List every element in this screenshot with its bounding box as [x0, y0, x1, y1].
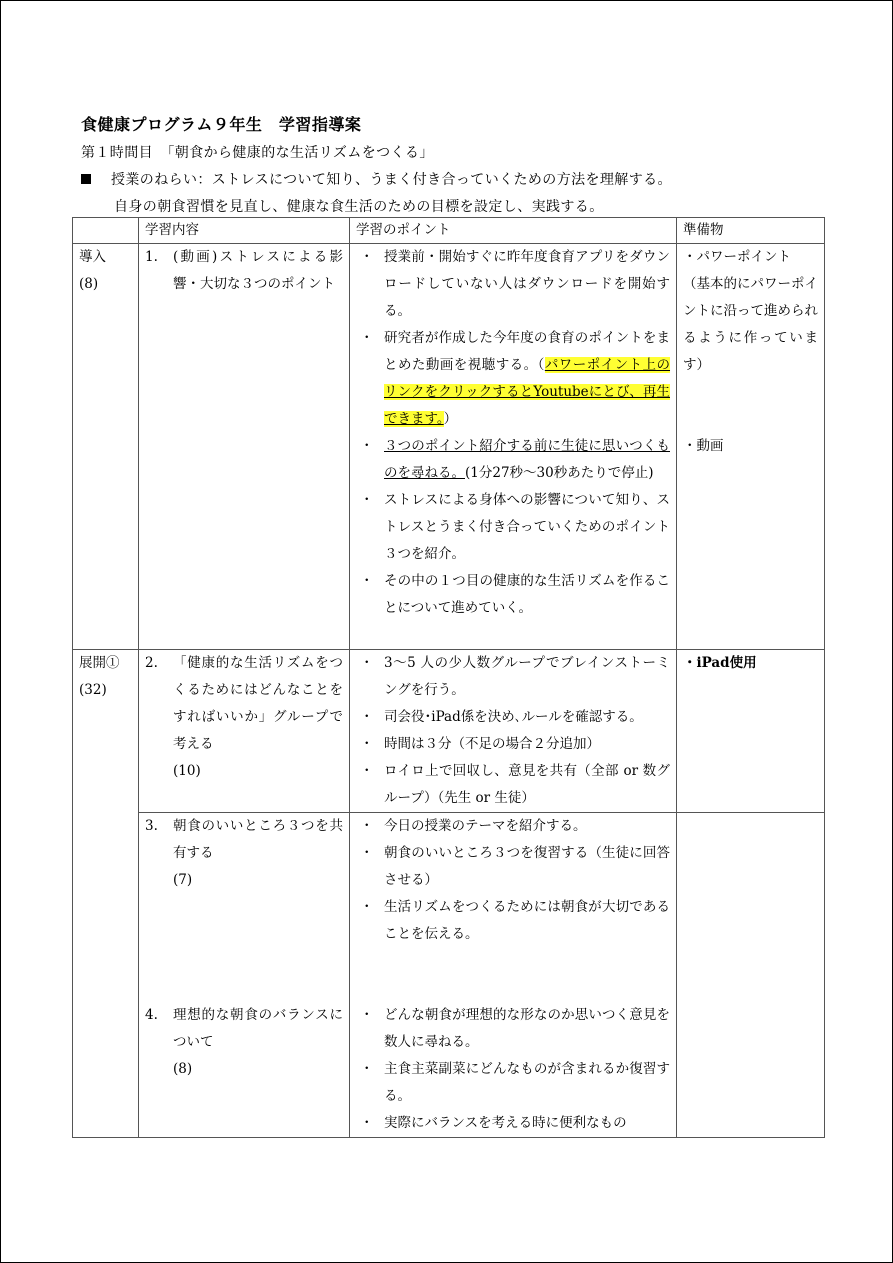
material-item: ・動画 — [683, 438, 724, 454]
points-cell-intro — [350, 244, 677, 650]
bullet-icon: ・ — [360, 249, 374, 265]
bullet-icon: ・ — [360, 709, 374, 725]
points-list — [356, 650, 670, 812]
bullet-icon: ・ — [360, 1115, 374, 1131]
list-item: ・ 司会役･iPad係を決め､ルールを確認する。 — [356, 704, 670, 731]
list-item: ・ 主食主菜副菜にどんなものが含まれるか復習する。 — [356, 1056, 670, 1110]
material-item: ・パワーポイント — [683, 249, 791, 265]
header-cell-points: 学習のポイント — [350, 218, 677, 244]
item-number: 1. — [145, 249, 158, 265]
table-header-row — [73, 218, 825, 244]
list-item: ・ 授業前・開始すぐに昨年度食育アプリをダウンロードしていない人はダウンロードを開始する。 — [356, 244, 670, 325]
underlined-text: ３つのポイント紹介する前に生徒に思いつくものを尋ねる。 — [384, 438, 670, 481]
header-cell-stage — [73, 218, 139, 244]
stage-time: (32) — [79, 682, 107, 698]
table-row-dev-2 — [73, 650, 825, 813]
list-item: ・ 今日の授業のテーマを紹介する。 — [356, 813, 670, 840]
item-time: (10) — [173, 763, 201, 779]
bullet-icon: ・ — [360, 763, 374, 779]
list-item: ・ その中の１つ目の健康的な生活リズムを作ることについて進めていく。 — [356, 568, 670, 622]
item-number: 4. — [145, 1007, 158, 1023]
header-cell-materials: 準備物 — [677, 218, 825, 244]
bullet-icon: ・ — [360, 330, 374, 346]
lesson-aim-continued: 自身の朝食習慣を見直し、健康な食生活のための目標を設定し、実践する。 — [114, 199, 604, 215]
bullet-icon: ・ — [360, 1007, 374, 1023]
bullet-icon: ・ — [360, 492, 374, 508]
session-title: 第１時間目 「朝食から健康的な生活リズムをつくる」 — [81, 145, 434, 161]
list-item: ・ 時間は３分（不足の場合２分追加） — [356, 731, 670, 758]
table-row-dev-3 — [73, 813, 825, 1138]
lesson-aim — [81, 169, 672, 189]
item-number: 2. — [145, 655, 158, 671]
document-title: 食健康プログラム９年生 学習指導案 — [81, 115, 362, 134]
points-list — [356, 1002, 670, 1137]
lesson-plan-table — [72, 217, 825, 1138]
item-text: 理想的な朝食のバランスについて — [173, 1007, 343, 1050]
points-list — [356, 813, 670, 948]
stage-label: 展開① — [79, 655, 120, 671]
content-cell-dev-3 — [139, 813, 350, 1138]
item-text: (動画)ストレスによる影響・大切な３つのポイント — [173, 249, 343, 292]
stage-label: 導入 — [79, 249, 106, 265]
material-note: （基本的にパワーポイントに沿って進められるように作っています） — [683, 276, 818, 373]
materials-cell-dev-3 — [677, 813, 825, 1138]
item-text: 朝食のいいところ３つを共有する — [173, 818, 343, 861]
list-item: ・ 生活リズムをつくるためには朝食が大切であることを伝える。 — [356, 894, 670, 948]
list-item: ・ ストレスによる身体への影響について知り、ストレスとうまく付き合っていくためのポイント３つを紹介。 — [356, 487, 670, 568]
content-cell-intro — [139, 244, 350, 650]
bullet-icon: ・ — [360, 1061, 374, 1077]
item-number: 3. — [145, 818, 158, 834]
bullet-icon: ・ — [360, 899, 374, 915]
bullet-icon: ・ — [360, 655, 374, 671]
bullet-icon: ・ — [360, 736, 374, 752]
item-text: 「健康的な生活リズムをつくるためにはどんなことをすればいいか」グループで考える — [173, 655, 343, 752]
item-time: (8) — [173, 1061, 193, 1077]
stage-cell-intro — [73, 244, 139, 650]
item-time: (7) — [173, 872, 193, 888]
bullet-icon: ・ — [360, 818, 374, 834]
square-bullet-icon — [81, 174, 91, 184]
points-list — [356, 244, 670, 622]
materials-cell-dev-2 — [677, 650, 825, 813]
lesson-aim-text: 授業のねらい：ストレスについて知り、うまく付き合っていくための方法を理解する。 — [111, 172, 672, 188]
list-item: ・ ３つのポイント紹介する前に生徒に思いつくものを尋ねる。(1分27秒～30秒あたりで停止) — [356, 433, 670, 487]
materials-cell-intro — [677, 244, 825, 650]
stage-cell-dev — [73, 650, 139, 1138]
bullet-icon: ・ — [360, 573, 374, 589]
highlighted-note: パワーポイント上のリンクをクリックするとYoutubeにとび、再生できます。 — [384, 357, 671, 427]
header-cell-content: 学習内容 — [139, 218, 350, 244]
bullet-icon: ・ — [360, 845, 374, 861]
bullet-icon: ・ — [360, 438, 374, 454]
content-cell-dev-2 — [139, 650, 350, 813]
list-item: ・ 朝食のいいところ３つを復習する（生徒に回答させる） — [356, 840, 670, 894]
list-item: ・ 3～5 人の少人数グループでブレインストーミングを行う。 — [356, 650, 670, 704]
list-item: ・ 実際にバランスを考える時に便利なもの — [356, 1110, 670, 1137]
list-item: ・ ロイロ上で回収し、意見を共有（全部 or 数グループ）（先生 or 生徒） — [356, 758, 670, 812]
stage-time: (8) — [79, 276, 99, 292]
points-cell-dev-2 — [350, 650, 677, 813]
list-item: ・ どんな朝食が理想的な形なのか思いつく意見を数人に尋ねる。 — [356, 1002, 670, 1056]
list-item: ・ 研究者が作成した今年度の食育のポイントをまとめた動画を視聴する。（パワーポイント上のリンクをクリックするとYoutubeにとび、再生できます。） — [356, 325, 670, 433]
material-item: ・iPad使用 — [683, 655, 757, 671]
points-cell-dev-3 — [350, 813, 677, 1138]
table-row-intro — [73, 244, 825, 650]
